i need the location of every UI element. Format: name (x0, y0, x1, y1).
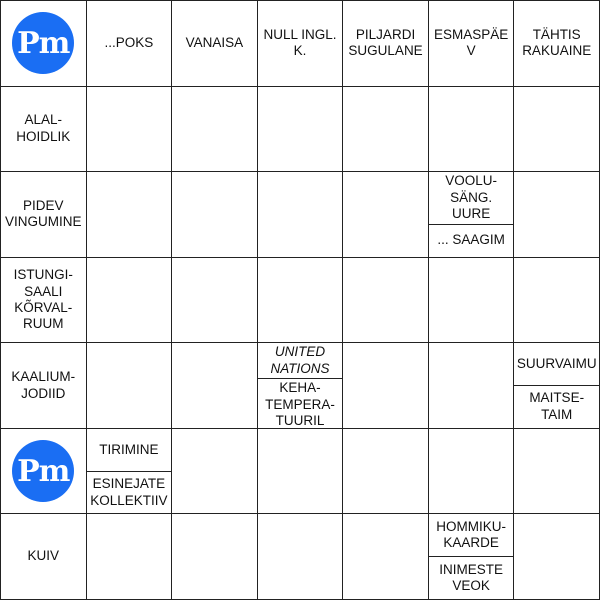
clue-cell (514, 1, 600, 87)
answer-cell[interactable] (172, 87, 258, 173)
answer-cell[interactable] (172, 343, 258, 429)
answer-cell[interactable] (429, 87, 515, 173)
clue-text: SUURVAIMU (516, 355, 597, 371)
answer-cell[interactable] (258, 172, 344, 258)
answer-cell[interactable] (343, 87, 429, 173)
clue-text: HOMMIKU- KAARDE (436, 518, 506, 551)
clue-text: UNITED NATIONS (270, 344, 330, 376)
clue-cell (1, 514, 87, 600)
clue-text: ...POKS (104, 35, 154, 51)
clue-cell (514, 343, 600, 429)
answer-cell[interactable] (87, 258, 173, 344)
answer-cell[interactable] (258, 514, 344, 600)
logo-cell (1, 1, 87, 87)
clue-cell (343, 1, 429, 87)
answer-cell[interactable] (172, 258, 258, 344)
answer-cell[interactable] (343, 172, 429, 258)
clue-text: PIDEV VINGUMINE (5, 197, 82, 230)
clue-text: MAITSE- TAIM (514, 385, 599, 428)
clue-text: KUIV (27, 548, 60, 564)
answer-cell[interactable] (514, 87, 600, 173)
answer-cell[interactable] (343, 258, 429, 344)
clue-text: NULL INGL. K. (263, 26, 337, 59)
answer-cell[interactable] (258, 258, 344, 344)
clue-text: ALAL- HOIDLIK (16, 112, 71, 144)
answer-cell[interactable] (258, 429, 344, 515)
answer-cell[interactable] (343, 343, 429, 429)
clue-text: INIMESTE VEOK (429, 556, 514, 599)
clue-text: VOOLU- SÄNG. UURE (445, 173, 498, 222)
answer-cell[interactable] (343, 514, 429, 600)
clue-cell (258, 1, 344, 87)
clue-cell (1, 258, 87, 344)
clue-text: ISTUNGI- SAALI KÕRVAL- RUUM (13, 267, 73, 332)
brand-logo: Pm (12, 12, 74, 74)
clue-text: KEHA- TEMPERA- TUURIL (258, 378, 343, 429)
clue-cell (1, 87, 87, 173)
clue-cell (429, 1, 515, 87)
clue-cell (172, 1, 258, 87)
clue-text: ESMASPÄEV (433, 26, 509, 59)
answer-cell[interactable] (172, 429, 258, 515)
clue-text: VANAISA (185, 35, 244, 51)
answer-cell[interactable] (258, 87, 344, 173)
answer-cell[interactable] (514, 172, 600, 258)
answer-cell[interactable] (87, 87, 173, 173)
clue-cell (429, 514, 515, 600)
clue-cell (429, 172, 515, 258)
clue-cell (87, 1, 173, 87)
answer-cell[interactable] (514, 514, 600, 600)
answer-cell[interactable] (87, 172, 173, 258)
clue-cell (1, 172, 87, 258)
clue-text: ESINEJATE KOLLEKTIIV (87, 471, 172, 514)
clue-cell (1, 343, 87, 429)
answer-cell[interactable] (87, 514, 173, 600)
answer-cell[interactable] (172, 514, 258, 600)
clue-text: TIRIMINE (99, 441, 159, 457)
answer-cell[interactable] (514, 258, 600, 344)
clue-text: TÄHTIS RAKUAINE (522, 26, 592, 59)
clue-cell (87, 429, 173, 515)
answer-cell[interactable] (429, 429, 515, 515)
answer-cell[interactable] (429, 258, 515, 344)
answer-cell[interactable] (87, 343, 173, 429)
brand-logo: Pm (12, 440, 74, 502)
clue-text: ... SAAGIM (429, 224, 514, 257)
answer-cell[interactable] (343, 429, 429, 515)
logo-cell (1, 429, 87, 515)
clue-text: KAALIUM- JODIID (11, 369, 76, 401)
answer-cell[interactable] (172, 172, 258, 258)
clue-cell (258, 343, 344, 429)
clue-text: PILJARDI SUGULANE (348, 26, 423, 59)
answer-cell[interactable] (514, 429, 600, 515)
answer-cell[interactable] (429, 343, 515, 429)
